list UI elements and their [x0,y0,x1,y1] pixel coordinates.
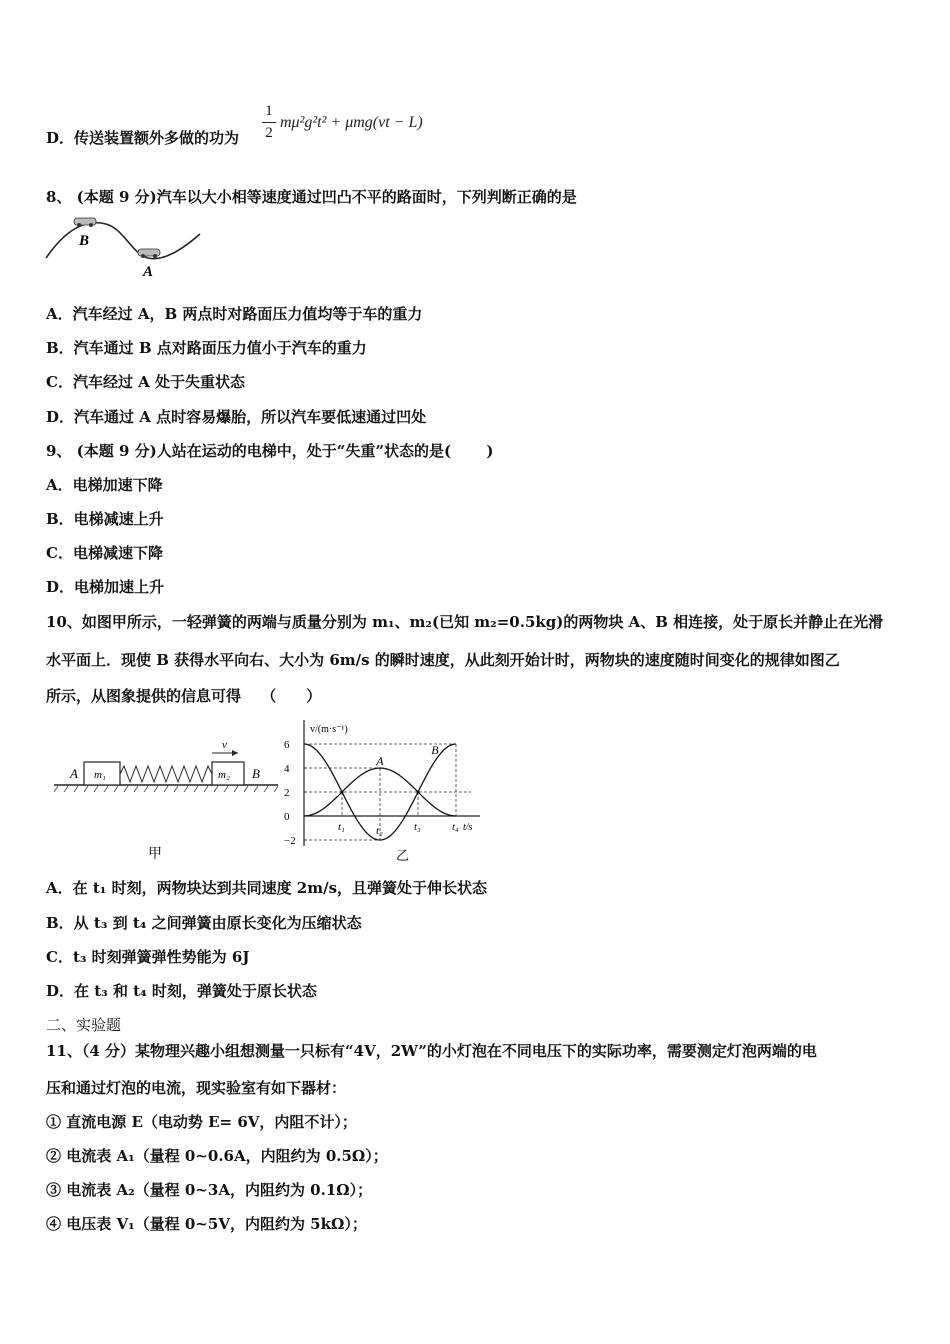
q9-option: B．电梯减速上升 [46,510,164,528]
y-tick-label: 0 [284,811,290,823]
label-m1: m₁ [94,769,106,781]
q8-stem: 8、 (本题 9 分)汽车以大小相等速度通过凹凸不平的路面时，下列判断正确的是 [46,188,577,206]
point-a-label: A [143,264,154,280]
q11-item: ④ 电压表 V₁（量程 0~5V，内阻约为 5kΩ）； [46,1215,367,1233]
x-tick-label: t₁ [338,821,345,833]
label-a: A [70,766,78,781]
q11-stem-line1: 11、（4 分）某物理兴趣小组想测量一只标有“4V，2W”的小灯泡在不同电压下的实际功率，需要测定灯泡两端的电 [46,1042,817,1060]
car-icon [74,218,96,227]
intersection-point [417,791,420,794]
chart-caption: 乙 [396,848,410,863]
q8-option: D．汽车通过 A 点时容易爆胎，所以汽车要低速通过凹处 [46,408,427,426]
q10-stem-line1: 10、如图甲所示，一轻弹簧的两端与质量分别为 m₁、m₂(已知 m₂=0.5kg)的两物块 A、B 相连接，处于原长并静止在光滑 [46,613,884,631]
q11-item: ③ 电流表 A₂（量程 0~3A，内阻约为 0.1Ω）； [46,1181,373,1199]
y-axis-label: v/(m·s⁻¹) [310,724,348,735]
formula-body: mμ²g²t² + μmg(vt − L) [280,114,423,131]
q10-option: A．在 t₁ 时刻，两物块达到共同速度 2m/s，且弹簧处于伸长状态 [46,879,488,897]
q9-option: A．电梯加速下降 [46,476,163,494]
section-heading: 二、实验题 [46,1016,122,1034]
q9-option: D．电梯加速上升 [46,578,165,596]
spring-figure [54,730,282,865]
q8-option: C．汽车经过 A 处于失重状态 [46,373,246,391]
q10-option: D．在 t₃ 和 t₄ 时刻，弹簧处于原长状态 [46,982,317,1000]
q7-option-d: D．传送装置额外多做的功为 [46,129,240,147]
q9-option: C．电梯减速下降 [46,544,163,562]
label-v: v [222,739,227,751]
caption-jia: 甲 [148,847,162,862]
y-tick-label: 2 [284,787,290,799]
q10-stem-line3: 所示，从图象提供的信息可得 （ ） [46,687,322,705]
label-b: B [252,766,260,781]
q10-option: C．t₃ 时刻弹簧弹性势能为 6J [46,948,250,966]
car-icon [138,249,160,258]
q10-option: B．从 t₃ 到 t₄ 之间弹簧由原长变化为压缩状态 [46,914,362,932]
intersection-point [341,791,344,794]
label-m2: m₂ [218,769,230,781]
series-label: B [431,743,439,757]
q8-option: B．汽车通过 B 点对路面压力值小于汽车的重力 [46,339,367,357]
y-tick-label: 6 [284,739,290,751]
spring [120,766,212,782]
vt-chart [280,718,490,868]
series-label: A [376,754,384,768]
q8-option: A．汽车经过 A，B 两点时对路面压力值均等于车的重力 [46,305,423,323]
formula-fraction [262,103,276,142]
formula-denominator: 2 [265,125,273,141]
q11-item: ① 直流电源 E（电动势 E= 6V，内阻不计）； [46,1113,357,1131]
x-tick-label: t₂ [376,825,383,837]
x-tick-label: t₃ [414,821,421,833]
q9-stem: 9、 (本题 9 分)人站在运动的电梯中，处于“失重”状态的是( ) [46,442,494,460]
y-tick-label: 4 [284,763,290,775]
road-figure [44,212,214,282]
q10-stem-line2: 水平面上．现使 B 获得水平向右、大小为 6m/s 的瞬时速度，从此刻开始计时，两物块的速度随时间变化的规律如图乙 [46,651,840,669]
x-axis-label: t/s [463,822,473,833]
q11-item: ② 电流表 A₁（量程 0~0.6A，内阻约为 0.5Ω）； [46,1147,388,1165]
x-tick-label: t₄ [452,821,459,833]
point-b-label: B [79,233,90,249]
formula-numerator: 1 [265,103,273,119]
y-tick-label: −2 [284,835,296,847]
q11-stem-line2: 压和通过灯泡的电流，现实验室有如下器材： [46,1079,347,1097]
